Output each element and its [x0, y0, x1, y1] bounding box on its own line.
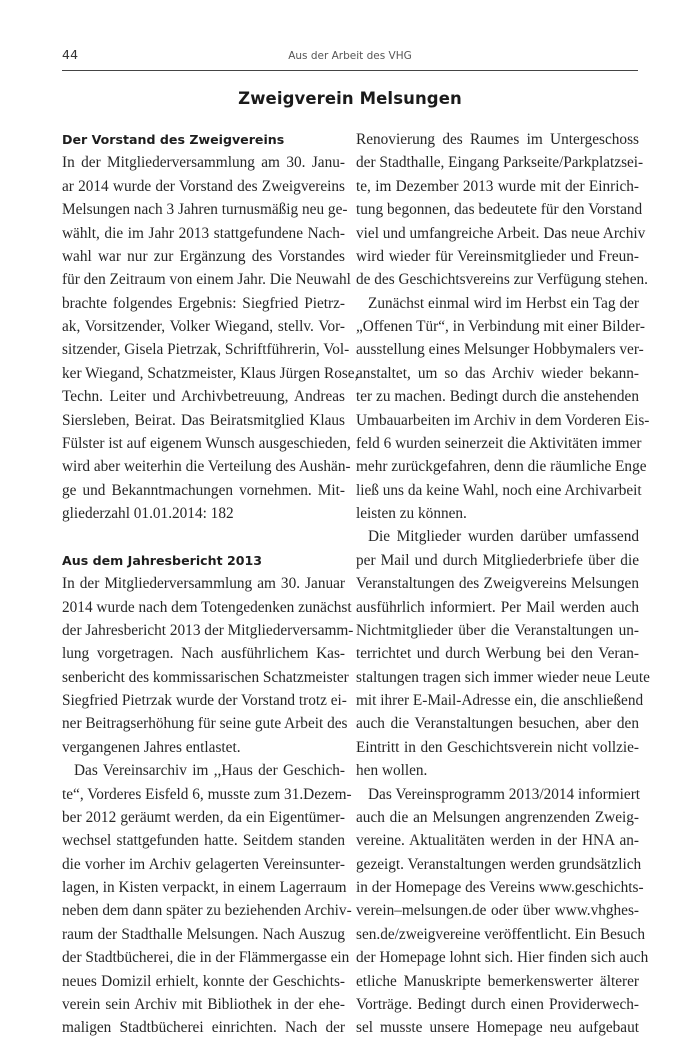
text-line: mehr zurückgefahren, denn die räumliche Enge [356, 458, 647, 476]
text-line: „Offenen Tür“, in Verbindung mit einer Bilder- [356, 318, 645, 335]
text-line: te“, Vorderes Eisfeld 6, musste zum 31.Dezem- [62, 785, 352, 803]
text-line: maligen Stadtbücherei einrichten. Nach der [62, 1019, 345, 1037]
text-line: Techn. Leiter und Archivbetreuung, Andreas [62, 388, 345, 406]
text-line: in der Homepage des Vereins www.geschichts- [356, 879, 644, 896]
text-line: lung vorgetragen. Nach ausführlichem Kas- [62, 645, 345, 663]
text-line: auch die an Melsungen angrenzenden Zweig- [356, 808, 639, 826]
page-number: 44 [62, 47, 79, 62]
text-line: Eintritt in den Geschichtsverein nicht vollzie- [356, 738, 639, 756]
text-line: die vorher im Archiv gelagerten Vereinsunter- [62, 855, 345, 873]
text-line: verein sein Archiv mit Bibliothek in der ehe- [62, 995, 345, 1013]
text-line: ausführlich informiert. Per Mail werden auch [356, 598, 639, 616]
text-line: der Stadtbücherei, die in der Flämmergasse ein [62, 949, 350, 967]
text-line: wahl war nur zur Ergänzung des Vorstandes [62, 247, 345, 265]
text-line: wählt, die im Jahr 2013 stattgefundene Nach- [62, 224, 345, 242]
text-line: de des Geschichtsvereins zur Verfügung stehen. [356, 271, 648, 289]
text-line: auch die Veranstaltungen besuchen, aber den [356, 715, 639, 733]
text-line: wechsel stattgefunden hatte. Seitdem standen [62, 832, 345, 850]
text-line: sen.de/zweigvereine veröffentlicht. Ein Besuch [356, 925, 645, 943]
text-line: mit ihrer E-Mail-Adresse ein, die anschließend [356, 692, 644, 709]
text-line: Die Mitglieder wurden darüber umfassend [368, 528, 639, 546]
text-line: ter zu machen. Bedingt durch die anstehenden [356, 388, 639, 406]
text-line: Das Vereinsarchiv im ,,Haus der Geschich- [74, 762, 345, 780]
text-line: ließ uns da keine Wahl, noch eine Archivarbeit [356, 481, 642, 499]
text-line: Nichtmitglieder über die Veranstaltungen un- [356, 621, 639, 639]
text-line: sel musste unsere Homepage neu aufgebaut [356, 1019, 639, 1037]
text-line: anstaltet, um so das Archiv wieder bekann- [356, 364, 639, 382]
left-text-column [62, 128, 359, 1040]
section-heading: Aus dem Jahresbericht 2013 [62, 552, 263, 568]
text-line: leisten zu können. [356, 505, 467, 522]
text-line: per Mail und durch Mitgliederbriefe über die [356, 551, 639, 569]
text-line: vergangenen Jahres entlastet. [62, 738, 241, 756]
text-line: gezeigt. Veranstaltungen werden grundsätzlich [356, 855, 642, 873]
text-line: wird wieder für Vereinsmitglieder und Freun- [356, 247, 639, 265]
text-line: der Homepage lohnt sich. Hier finden sich auch [356, 949, 649, 967]
text-line: ner Beitragserhöhung für seine gute Arbeit des [62, 715, 348, 733]
text-line: vereine. Aktualitäten werden in der HNA an- [356, 832, 639, 850]
text-line: ber 2012 geräumt werden, da ein Eigentümer- [62, 808, 345, 826]
text-line: feld 6 wurden seinerzeit die Aktivitäten immer [356, 434, 642, 452]
text-line: Zunächst einmal wird im Herbst ein Tag der [368, 294, 639, 312]
text-line: brachte folgendes Ergebnis: Siegfried Pietrz- [62, 294, 345, 312]
running-head: Aus der Arbeit des VHG [288, 50, 412, 62]
text-line: staltungen tragen sich immer wieder neue Leute [356, 668, 650, 686]
text-line: neues Domizil erhielt, konnte der Geschichts- [62, 972, 345, 990]
right-text-column [356, 128, 650, 1040]
text-line: etliche Manuskripte bemerkenswerter älterer [356, 972, 639, 990]
article-title: Zweigverein Melsungen [238, 89, 462, 108]
text-line: sitzender, Gisela Pietrzak, Schriftführerin, Vol- [62, 341, 350, 359]
text-line: terrichtet und durch Werbung bei den Veran- [356, 645, 639, 663]
text-line: Umbauarbeiten im Archiv in dem Vorderen Eis- [356, 411, 650, 429]
paragraph-spacer [62, 525, 345, 548]
text-line: neben dem dann später zu beziehenden Archiv- [62, 902, 352, 920]
text-line: viel und umfangreiche Arbeit. Das neue Archiv [356, 224, 646, 242]
text-line: für den Zeitraum von einem Jahr. Die Neuwahl [62, 271, 351, 289]
text-line: ker Wiegand, Schatzmeister, Klaus Jürgen Rose, [62, 364, 359, 382]
section-heading: Der Vorstand des Zweigvereins [62, 132, 285, 147]
text-line: Melsungen nach 3 Jahren turnusmäßig neu ge- [62, 201, 348, 219]
text-line: senbericht des kommissarischen Schatzmeister [62, 668, 349, 686]
text-line: Veranstaltungen des Zweigvereins Melsungen [356, 575, 639, 593]
text-line: ausstellung eines Melsunger Hobbymalers ver- [356, 341, 644, 359]
text-line: Das Vereinsprogramm 2013/2014 informiert [368, 785, 641, 803]
text-line: In der Mitgliederversammlung am 30. Januar [62, 575, 345, 593]
text-line: In der Mitgliederversammlung am 30. Janu- [62, 154, 345, 172]
text-line: ak, Vorsitzender, Volker Wiegand, stellv. Vor- [62, 318, 345, 335]
text-line: Siersleben, Beirat. Das Beiratsmitglied Klaus [62, 411, 345, 429]
text-line: te, im Dezember 2013 wurde mit der Einrich- [356, 177, 639, 195]
text-line: lagen, in Kisten verpackt, in einem Lagerraum [62, 879, 347, 896]
text-line: 2014 wurde nach dem Totengedenken zunächst [62, 598, 352, 616]
text-line: Renovierung des Raumes im Untergeschoss [356, 131, 639, 148]
text-line: raum der Stadthalle Melsungen. Nach Auszug [62, 925, 345, 943]
text-line: tung begonnen, das bedeutete für den Vorstand [356, 201, 643, 219]
text-line: Vorträge. Bedingt durch einen Providerwech- [356, 995, 639, 1013]
text-line: Siegfried Pietrzak wurde der Vorstand trotz ei- [62, 692, 347, 709]
text-line: wird aber weiterhin die Verteilung des Aushän- [62, 458, 351, 476]
text-line: Fülster ist auf eigenem Wunsch ausgeschieden, [62, 434, 351, 452]
header-divider [62, 70, 638, 71]
text-line: ge und Bekanntmachungen vornehmen. Mit- [62, 481, 345, 499]
text-line: der Jahresbericht 2013 der Mitgliederversamm- [62, 621, 354, 639]
text-line: hen wollen. [356, 762, 428, 780]
text-line: gliederzahl 01.01.2014: 182 [62, 505, 234, 522]
text-line: verein–melsungen.de oder über www.vhghes- [356, 902, 639, 920]
text-line: ar 2014 wurde der Vorstand des Zweigvereins [62, 177, 345, 195]
text-line: der Stadthalle, Eingang Parkseite/Parkplatzsei- [356, 154, 644, 172]
